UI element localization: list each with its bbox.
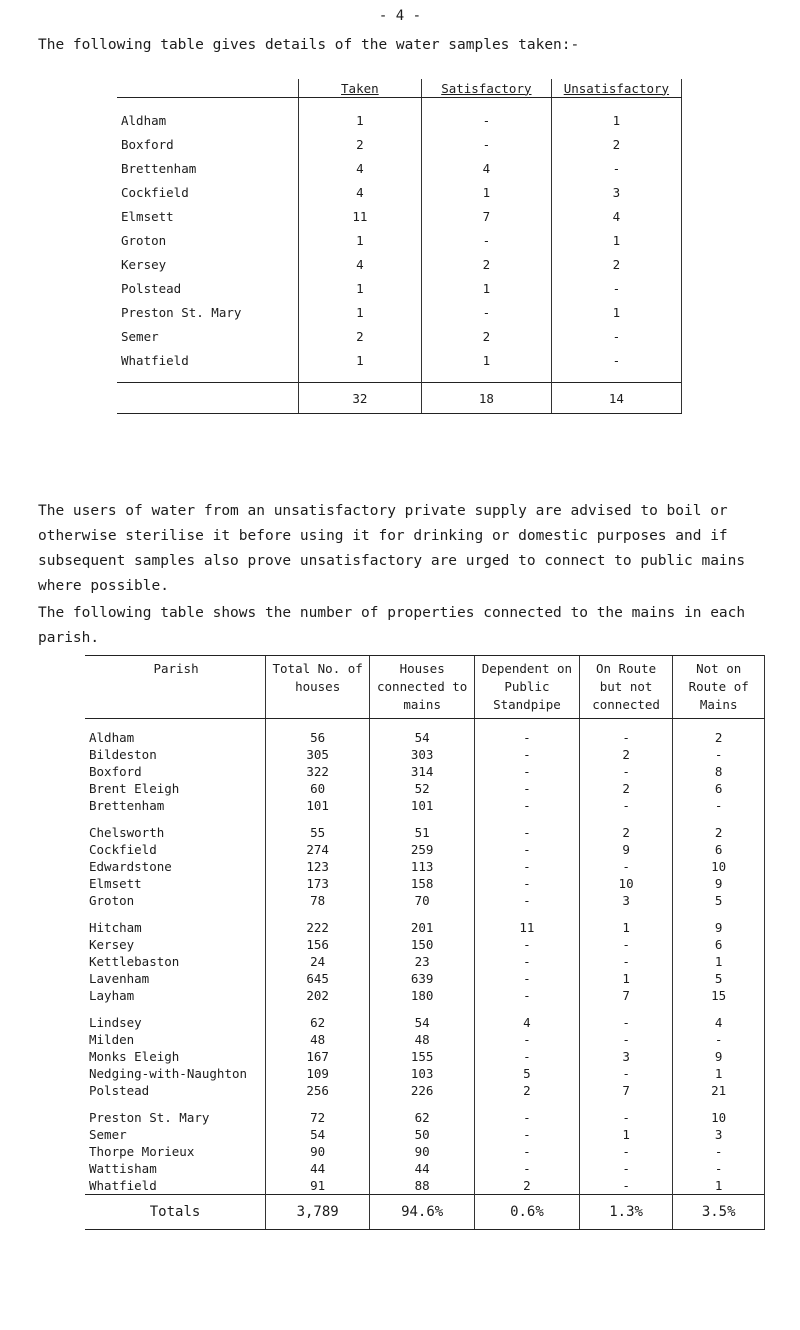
parish-name: Wattisham [89,1161,157,1176]
connections-totals-row [85,1195,765,1230]
on-route-not-connected: 2 [579,780,673,797]
table-row [85,797,765,814]
parish-name: Edwardstone [89,859,172,874]
total-satisfactory: 18 [421,383,551,414]
unsatisfactory-count: 3 [551,180,681,204]
table-row [85,1143,765,1160]
not-on-route: - [673,746,765,763]
houses-connected: 23 [370,953,475,970]
parish-name: Cockfield [89,842,157,857]
total-houses: 645 [266,970,370,987]
parish-name: Boxford [89,764,142,779]
parish-name: Groton [89,893,135,908]
not-on-route: - [673,1143,765,1160]
total-houses: 90 [266,1143,370,1160]
total-houses: 274 [266,841,370,858]
total-houses: 222 [266,909,370,936]
table-row [117,204,682,228]
not-on-route: 1 [673,1065,765,1082]
on-route-not-connected: 1 [579,970,673,987]
connections-intro: The following table shows the number of properties connected to the mains in each parish. [38,605,746,646]
houses-connected: 314 [370,763,475,780]
table-row [117,132,682,156]
parish-name: Kersey [121,256,167,272]
table-row [85,1004,765,1031]
total-houses: 56 [266,719,370,747]
table-header-row [85,656,765,719]
houses-connected: 52 [370,780,475,797]
total-houses: 256 [266,1082,370,1099]
taken-count: 1 [298,276,421,300]
total-houses: 48 [266,1031,370,1048]
header-houses-connected: Houses connected to mains [370,656,475,719]
not-on-route: 3 [673,1126,765,1143]
on-route-not-connected: 9 [579,841,673,858]
parish-name: Polstead [121,280,182,296]
houses-connected: 639 [370,970,475,987]
table-row [117,300,682,324]
unsatisfactory-count: 4 [551,204,681,228]
houses-connected: 155 [370,1048,475,1065]
table-row [85,875,765,892]
dependent-standpipe: - [475,797,580,814]
table-row [85,987,765,1004]
on-route-not-connected: 10 [579,875,673,892]
on-route-not-connected: - [579,719,673,747]
header-total-houses: Total No. of houses [266,656,370,719]
on-route-not-connected: - [579,1177,673,1195]
table-row [85,1082,765,1099]
on-route-not-connected: - [579,1143,673,1160]
dependent-standpipe: - [475,780,580,797]
houses-connected: 259 [370,841,475,858]
satisfactory-count: 4 [421,156,551,180]
unsatisfactory-count: - [551,324,681,348]
mains-connections-table [85,655,765,1230]
total-houses: 54 [266,1126,370,1143]
on-route-not-connected: 7 [579,1082,673,1099]
not-on-route: 9 [673,1048,765,1065]
satisfactory-count: - [421,132,551,156]
on-route-not-connected: 3 [579,1048,673,1065]
dependent-standpipe: - [475,1160,580,1177]
not-on-route: 9 [673,875,765,892]
total-houses: 91 [266,1177,370,1195]
dependent-standpipe: - [475,719,580,747]
parish-name: Boxford [121,136,174,152]
parish-name: Semer [89,1127,127,1142]
table-row [117,324,682,348]
total-houses: 24 [266,953,370,970]
parish-name: Monks Eleigh [89,1049,180,1064]
houses-connected: 51 [370,814,475,841]
satisfactory-count: - [421,300,551,324]
total-houses: 305 [266,746,370,763]
parish-name: Lavenham [89,971,150,986]
parish-name: Polstead [89,1083,150,1098]
header-not-on-route: Not on Route of Mains [673,656,765,719]
table-row [85,814,765,841]
total-unsatisfactory: 14 [551,383,681,414]
houses-connected: 158 [370,875,475,892]
header-blank [117,79,298,98]
dependent-standpipe: - [475,875,580,892]
houses-connected: 103 [370,1065,475,1082]
dependent-standpipe: - [475,763,580,780]
on-route-not-connected: 1 [579,909,673,936]
table-row [85,841,765,858]
table-row [85,1177,765,1195]
total-houses: 72 [266,1099,370,1126]
on-route-not-connected: - [579,1031,673,1048]
on-route-not-connected: 1 [579,1126,673,1143]
not-on-route: 9 [673,909,765,936]
parish-name: Kettlebaston [89,954,180,969]
table-row [85,719,765,747]
total-houses: 167 [266,1048,370,1065]
total-houses: 322 [266,763,370,780]
on-route-not-connected: - [579,1099,673,1126]
water-samples-table [117,79,682,414]
taken-count: 1 [298,300,421,324]
not-on-route: 1 [673,953,765,970]
houses-connected: 54 [370,1004,475,1031]
on-route-not-connected: - [579,1065,673,1082]
parish-name: Elmsett [89,876,142,891]
dependent-standpipe: - [475,746,580,763]
dependent-standpipe: - [475,936,580,953]
header-unsatisfactory: Unsatisfactory [551,79,681,98]
table-row [117,348,682,372]
not-on-route: 5 [673,892,765,909]
houses-connected: 303 [370,746,475,763]
total-houses: 123 [266,858,370,875]
parish-name: Semer [121,328,159,344]
unsatisfactory-count: - [551,348,681,372]
table-row [85,858,765,875]
on-route-not-connected: - [579,1004,673,1031]
houses-connected: 180 [370,987,475,1004]
satisfactory-count: 1 [421,180,551,204]
parish-name: Elmsett [121,208,174,224]
on-route-not-connected: 2 [579,814,673,841]
dependent-standpipe: - [475,1048,580,1065]
total-label-blank [117,383,298,414]
parish-name: Lindsey [89,1015,142,1030]
houses-connected: 48 [370,1031,475,1048]
parish-name: Whatfield [89,1178,157,1193]
taken-count: 4 [298,156,421,180]
not-on-route: 15 [673,987,765,1004]
houses-connected: 201 [370,909,475,936]
dependent-standpipe: - [475,841,580,858]
satisfactory-count: 2 [421,324,551,348]
total-houses: 62 [266,1004,370,1031]
houses-connected: 70 [370,892,475,909]
table-row [117,276,682,300]
not-on-route: 4 [673,1004,765,1031]
table-row [117,180,682,204]
table-row [85,1048,765,1065]
on-route-not-connected: - [579,858,673,875]
not-on-route: 21 [673,1082,765,1099]
satisfactory-count: - [421,98,551,133]
taken-count: 1 [298,348,421,372]
dependent-standpipe: - [475,987,580,1004]
table-row [85,909,765,936]
total-houses: 202 [266,987,370,1004]
not-on-route: 6 [673,936,765,953]
table-row [85,1099,765,1126]
satisfactory-count: 1 [421,348,551,372]
dependent-standpipe: 5 [475,1065,580,1082]
satisfactory-count: - [421,228,551,252]
not-on-route: 8 [673,763,765,780]
table-row [85,1160,765,1177]
houses-connected: 88 [370,1177,475,1195]
page-number: - 4 - [378,8,422,24]
houses-connected: 150 [370,936,475,953]
satisfactory-count: 2 [421,252,551,276]
houses-connected: 113 [370,858,475,875]
totals-connected: 94.6% [370,1195,475,1230]
dependent-standpipe: - [475,892,580,909]
unsatisfactory-count: - [551,156,681,180]
parish-name: Layham [89,988,135,1003]
totals-dependent: 0.6% [475,1195,580,1230]
not-on-route: 6 [673,841,765,858]
parish-name: Chelsworth [89,825,165,840]
header-satisfactory: Satisfactory [421,79,551,98]
houses-connected: 90 [370,1143,475,1160]
not-on-route: 2 [673,814,765,841]
houses-connected: 50 [370,1126,475,1143]
dependent-standpipe: 11 [475,909,580,936]
dependent-standpipe: - [475,953,580,970]
parish-name: Milden [89,1032,135,1047]
taken-count: 2 [298,324,421,348]
dependent-standpipe: - [475,1126,580,1143]
parish-name: Aldham [89,730,135,745]
total-houses: 44 [266,1160,370,1177]
dependent-standpipe: 4 [475,1004,580,1031]
dependent-standpipe: - [475,858,580,875]
taken-count: 4 [298,180,421,204]
table-row [85,746,765,763]
parish-name: Brettenham [121,160,197,176]
taken-count: 1 [298,228,421,252]
header-taken: Taken [298,79,421,98]
not-on-route: 2 [673,719,765,747]
parish-name: Brent Eleigh [89,781,180,796]
unsatisfactory-count: - [551,276,681,300]
on-route-not-connected: - [579,1160,673,1177]
table-row [85,780,765,797]
unsatisfactory-count: 1 [551,98,681,133]
houses-connected: 62 [370,1099,475,1126]
table-row [85,936,765,953]
total-houses: 173 [266,875,370,892]
not-on-route: - [673,797,765,814]
unsatisfactory-count: 2 [551,132,681,156]
taken-count: 2 [298,132,421,156]
parish-name: Kersey [89,937,135,952]
taken-count: 11 [298,204,421,228]
table-row [117,156,682,180]
unsatisfactory-count: 1 [551,228,681,252]
total-houses: 109 [266,1065,370,1082]
table-row [85,1065,765,1082]
table-row [85,892,765,909]
houses-connected: 101 [370,797,475,814]
not-on-route: 5 [673,970,765,987]
table-row [117,252,682,276]
total-houses: 55 [266,814,370,841]
on-route-not-connected: - [579,763,673,780]
header-parish: Parish [85,656,266,719]
not-on-route: 6 [673,780,765,797]
dependent-standpipe: 2 [475,1082,580,1099]
parish-name: Aldham [121,112,167,128]
header-on-route: On Route but not connected [579,656,673,719]
parish-name: Hitcham [89,920,142,935]
total-taken: 32 [298,383,421,414]
samples-intro: The following table gives details of the water samples taken:- [38,37,580,53]
totals-label: Totals [85,1195,266,1230]
parish-name: Nedging-with-Naughton [89,1066,248,1081]
totals-houses: 3,789 [266,1195,370,1230]
parish-name: Whatfield [121,352,189,368]
total-houses: 60 [266,780,370,797]
satisfactory-count: 1 [421,276,551,300]
houses-connected: 44 [370,1160,475,1177]
table-row [85,1126,765,1143]
parish-name: Cockfield [121,184,189,200]
parish-name: Preston St. Mary [89,1110,210,1125]
header-dependent-standpipe: Dependent on Public Standpipe [475,656,580,719]
table-row [117,98,682,133]
on-route-not-connected: - [579,797,673,814]
unsatisfactory-count: 2 [551,252,681,276]
totals-not-on-route: 3.5% [673,1195,765,1230]
dependent-standpipe: 2 [475,1177,580,1195]
houses-connected: 54 [370,719,475,747]
table-row [85,763,765,780]
not-on-route: 1 [673,1177,765,1195]
advice-paragraph: The users of water from an unsatisfactory private supply are advised to boil or otherwise sterilise it before using it for drinking or domestic purposes and if subsequent samples also prove unsatisfactory are urged to connect to public mains where possible. [38,503,746,594]
total-houses: 101 [266,797,370,814]
table-header-row [117,79,682,98]
not-on-route: 10 [673,1099,765,1126]
dependent-standpipe: - [475,970,580,987]
parish-name: Bildeston [89,747,157,762]
on-route-not-connected: - [579,953,673,970]
table-row [85,970,765,987]
samples-total-row [117,383,682,414]
totals-on-route: 1.3% [579,1195,673,1230]
on-route-not-connected: - [579,936,673,953]
parish-name: Groton [121,232,167,248]
dependent-standpipe: - [475,1143,580,1160]
not-on-route: 10 [673,858,765,875]
table-row [117,228,682,252]
taken-count: 1 [298,98,421,133]
taken-count: 4 [298,252,421,276]
total-houses: 156 [266,936,370,953]
on-route-not-connected: 7 [579,987,673,1004]
total-houses: 78 [266,892,370,909]
unsatisfactory-count: 1 [551,300,681,324]
dependent-standpipe: - [475,814,580,841]
not-on-route: - [673,1031,765,1048]
not-on-route: - [673,1160,765,1177]
parish-name: Thorpe Morieux [89,1144,195,1159]
parish-name: Preston St. Mary [121,304,242,320]
satisfactory-count: 7 [421,204,551,228]
houses-connected: 226 [370,1082,475,1099]
table-row [85,1031,765,1048]
on-route-not-connected: 2 [579,746,673,763]
on-route-not-connected: 3 [579,892,673,909]
dependent-standpipe: - [475,1099,580,1126]
dependent-standpipe: - [475,1031,580,1048]
table-row [85,953,765,970]
parish-name: Brettenham [89,798,165,813]
